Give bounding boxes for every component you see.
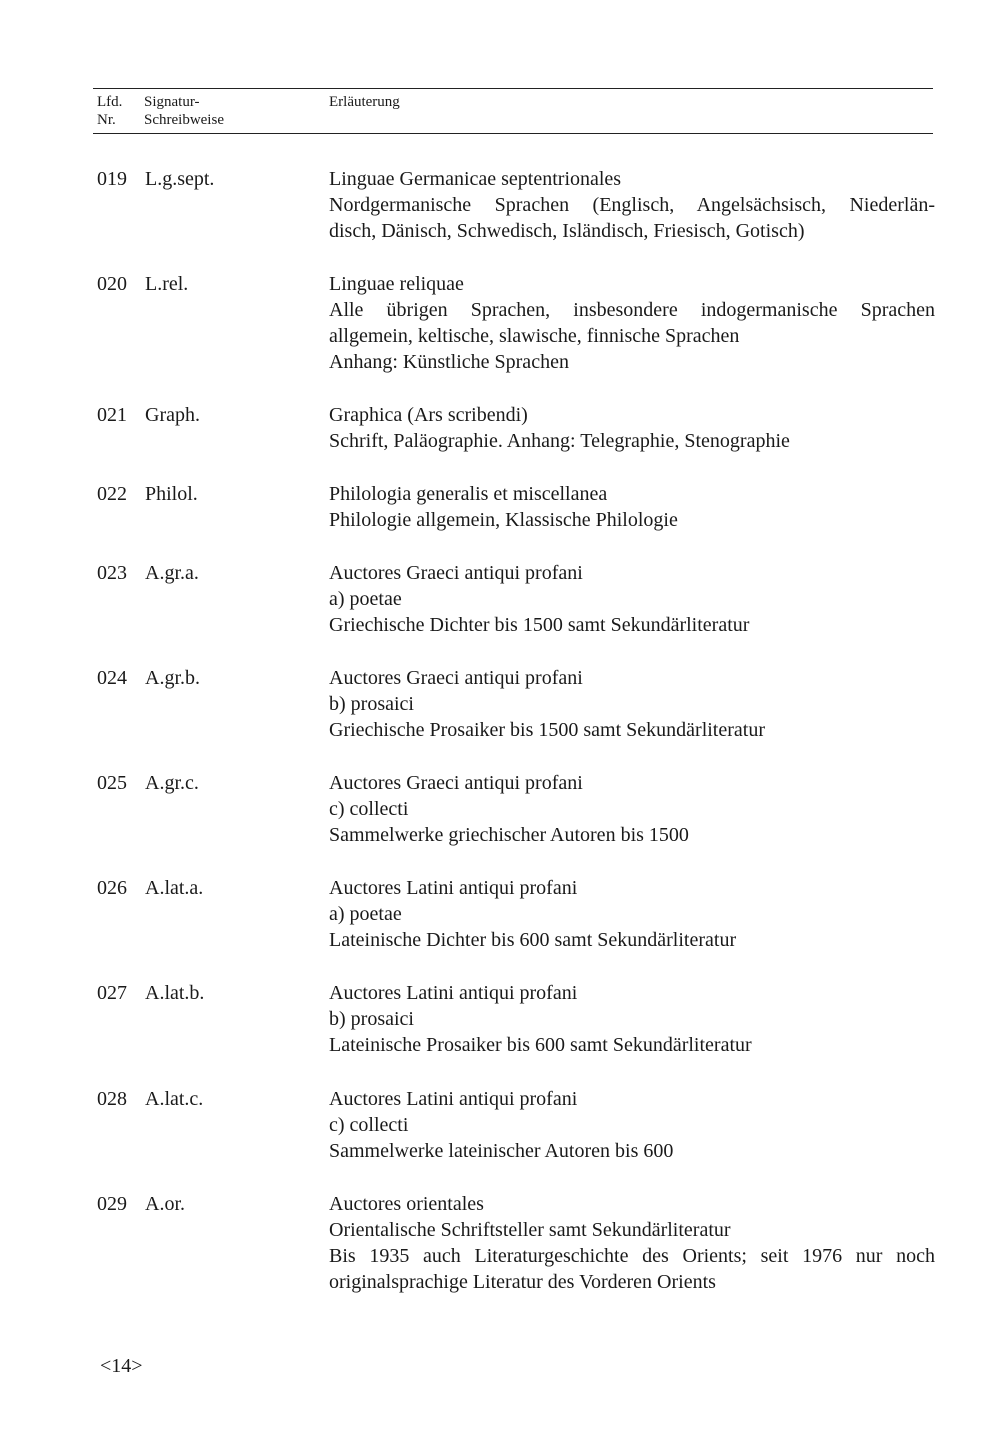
entry-text-line: Auctores Graeci antiqui profani — [329, 562, 583, 584]
entry-erlaeuterung — [329, 770, 935, 848]
entry-number: 028 — [97, 1088, 127, 1110]
entry-erlaeuterung — [329, 271, 935, 375]
header-bottom-rule — [93, 133, 933, 134]
entry-text-line: Orientalische Schriftsteller samt Sekundärliteratur — [329, 1219, 731, 1241]
entry-text-line: originalsprachige Literatur des Vorderen Orients — [329, 1271, 716, 1293]
entry-text-line: Auctores Latini antiqui profani — [329, 877, 578, 899]
header-nr-line-1: Lfd. — [97, 94, 123, 110]
entry-signatur: A.or. — [145, 1193, 185, 1215]
entry-text-line: Alle übrigen Sprachen, insbesondere indogermanische Sprachen — [329, 299, 935, 321]
entry-signatur: A.gr.c. — [145, 772, 199, 794]
entry-signatur: A.gr.b. — [145, 667, 200, 689]
header-erlaeuterung: Erläuterung — [329, 94, 400, 110]
entry-signatur: L.g.sept. — [145, 168, 215, 190]
entry-text-line: allgemein, keltische, slawische, finnische Sprachen — [329, 325, 740, 347]
entry-erlaeuterung — [329, 560, 935, 638]
entry-number: 022 — [97, 483, 127, 505]
header-nr — [97, 93, 137, 129]
entry-erlaeuterung — [329, 1191, 935, 1295]
entry-text-line: Graphica (Ars scribendi) — [329, 404, 528, 426]
entry-text-line: Anhang: Künstliche Sprachen — [329, 351, 569, 373]
entry-signatur: Philol. — [145, 483, 198, 505]
entry-text-line: Philologie allgemein, Klassische Philologie — [329, 509, 678, 531]
entry-text-line: Auctores orientales — [329, 1193, 484, 1215]
entry-erlaeuterung — [329, 166, 935, 244]
header-signatur — [144, 93, 284, 129]
entry-signatur: A.gr.a. — [145, 562, 199, 584]
entry-text-line: Sammelwerke lateinischer Autoren bis 600 — [329, 1140, 674, 1162]
entry-signatur: Graph. — [145, 404, 200, 426]
header-top-rule — [93, 88, 933, 89]
entry-number: 027 — [97, 982, 127, 1004]
header-signatur-line-1: Signatur- — [144, 94, 200, 110]
entry-text-line: Linguae Germanicae septentrionales — [329, 168, 622, 190]
entry-text-line: Bis 1935 auch Literaturgeschichte des Orients; seit 1976 nur noch — [329, 1245, 935, 1267]
header-signatur-line-2: Schreibweise — [144, 112, 224, 128]
entry-signatur: A.lat.c. — [145, 1088, 204, 1110]
entry-text-line: Auctores Latini antiqui profani — [329, 982, 578, 1004]
entry-erlaeuterung — [329, 481, 935, 533]
entry-erlaeuterung — [329, 1086, 935, 1164]
entry-erlaeuterung — [329, 665, 935, 743]
entry-number: 019 — [97, 168, 127, 190]
entry-text-line: a) poetae — [329, 588, 402, 610]
entry-number: 026 — [97, 877, 127, 899]
entry-text-line: Sammelwerke griechischer Autoren bis 1500 — [329, 824, 689, 846]
entry-text-line: Auctores Graeci antiqui profani — [329, 667, 583, 689]
entry-signatur: L.rel. — [145, 273, 189, 295]
entry-text-line: Schrift, Paläographie. Anhang: Telegraphie, Stenographie — [329, 430, 790, 452]
entry-erlaeuterung — [329, 402, 935, 454]
entry-erlaeuterung — [329, 875, 935, 953]
entry-text-line: Auctores Latini antiqui profani — [329, 1088, 578, 1110]
entry-number: 029 — [97, 1193, 127, 1215]
entry-text-line: a) poetae — [329, 903, 402, 925]
entry-number: 020 — [97, 273, 127, 295]
entry-number: 024 — [97, 667, 127, 689]
entry-text-line: Auctores Graeci antiqui profani — [329, 772, 583, 794]
entry-text-line: Linguae reliquae — [329, 273, 464, 295]
entry-text-line: b) prosaici — [329, 1008, 414, 1030]
entry-text-line: Philologia generalis et miscellanea — [329, 483, 608, 505]
entry-text-line: Lateinische Dichter bis 600 samt Sekundärliteratur — [329, 929, 737, 951]
entry-text-line: c) collecti — [329, 1114, 409, 1136]
entry-number: 023 — [97, 562, 127, 584]
header-nr-line-2: Nr. — [97, 112, 116, 128]
entry-text-line: Griechische Prosaiker bis 1500 samt Sekundärliteratur — [329, 719, 765, 741]
entry-text-line: Griechische Dichter bis 1500 samt Sekundärliteratur — [329, 614, 750, 636]
entry-signatur: A.lat.a. — [145, 877, 204, 899]
page-number: <14> — [100, 1355, 143, 1377]
entry-erlaeuterung — [329, 980, 935, 1058]
entry-text-line: Nordgermanische Sprachen (Englisch, Angelsächsisch, Niederlän- — [329, 194, 935, 216]
entry-number: 025 — [97, 772, 127, 794]
entry-text-line: c) collecti — [329, 798, 409, 820]
entry-text-line: disch, Dänisch, Schwedisch, Isländisch, Friesisch, Gotisch) — [329, 220, 805, 242]
entry-text-line: Lateinische Prosaiker bis 600 samt Sekundärliteratur — [329, 1034, 752, 1056]
entry-text-line: b) prosaici — [329, 693, 414, 715]
entry-signatur: A.lat.b. — [145, 982, 205, 1004]
entry-number: 021 — [97, 404, 127, 426]
